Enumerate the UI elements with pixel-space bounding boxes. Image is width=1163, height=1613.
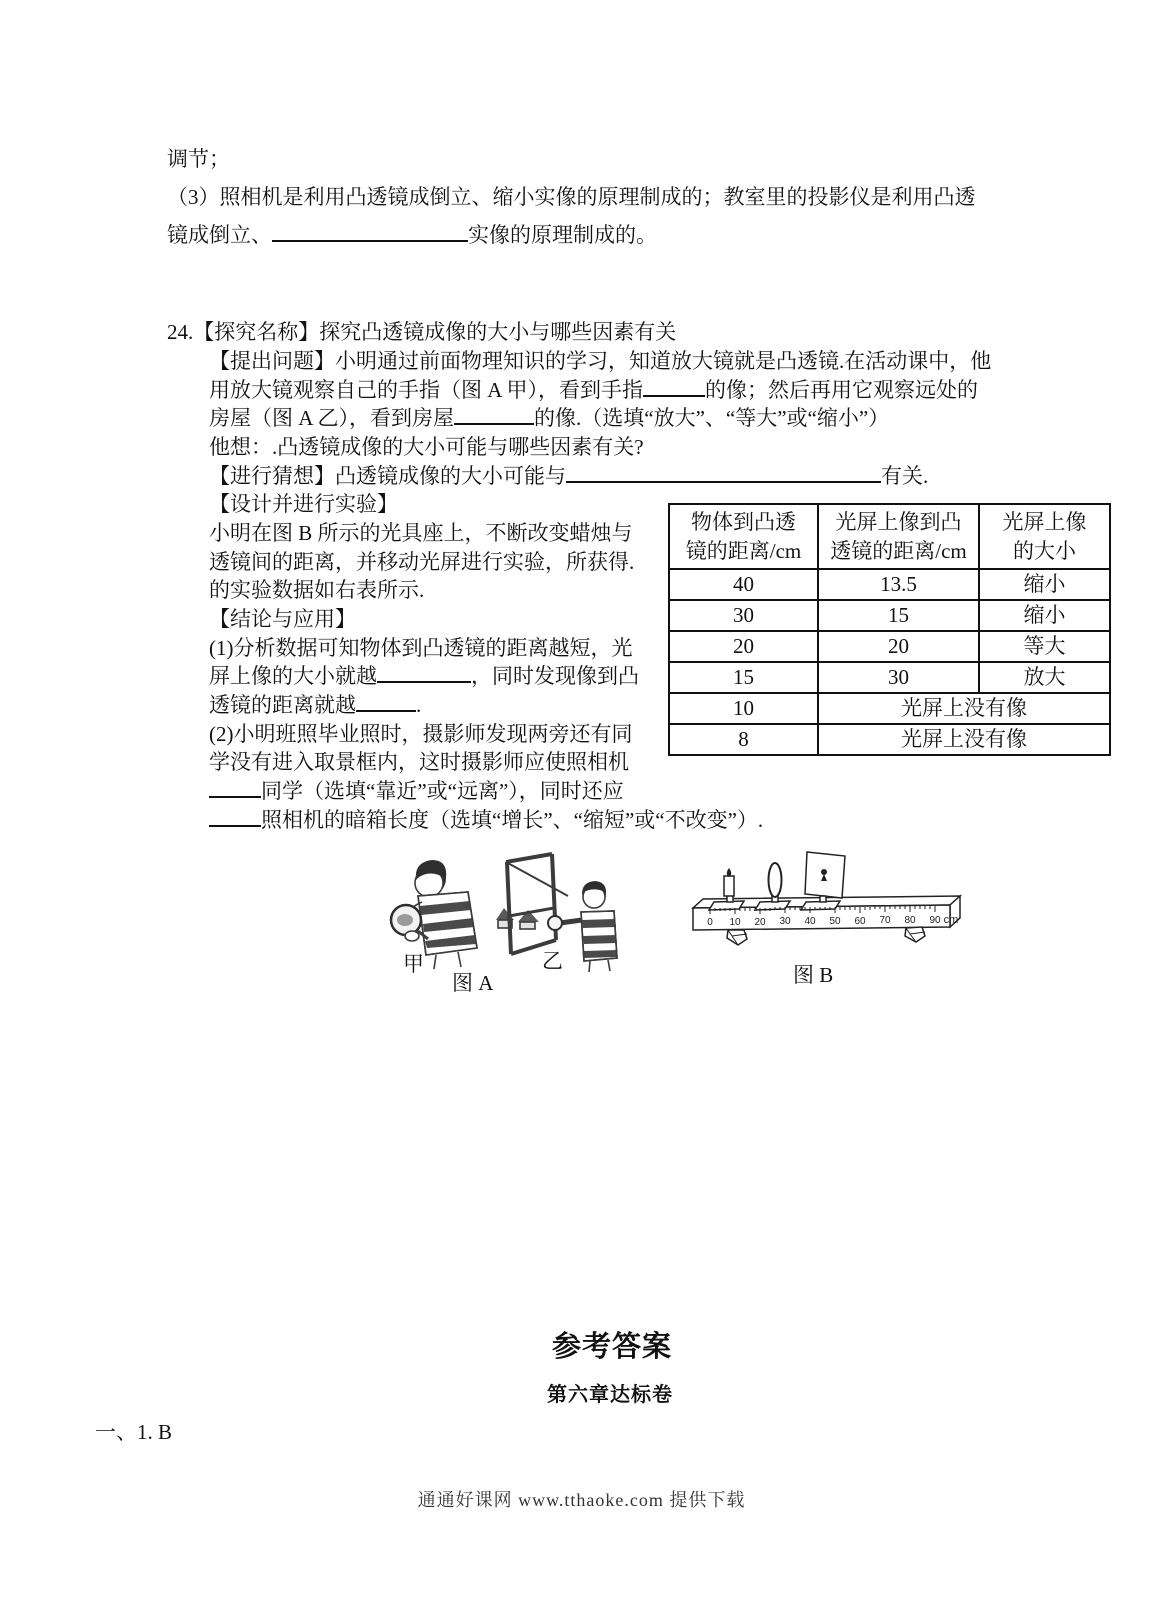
q24-title-line: [167, 319, 676, 346]
ruler-tick-40: 40: [804, 916, 816, 927]
cell-no-image-1: 光屏上没有像: [818, 693, 1110, 724]
header-object-distance-line1: 物体到凸透: [691, 509, 796, 534]
cell-no-image-2: 光屏上没有像: [818, 724, 1110, 755]
footer-text: 通通好课网 www.tthaoke.com 提供下载: [417, 1490, 746, 1510]
q24-line-1: 【提出问题】小明通过前面物理知识的学习，知道放大镜就是凸透镜.在活动课中，他: [209, 349, 992, 373]
q24-guess-post: 有关.: [881, 464, 929, 488]
cell-object-20: 20: [669, 631, 818, 662]
q24-line3-pre: 房屋（图 A 乙），看到房屋: [209, 406, 455, 430]
q24-line-8: 透镜间的距离，并移动光屏进行实验，所获得.: [209, 550, 635, 574]
figure-a-yi-label: 乙: [542, 949, 563, 973]
table-header-image-size: [979, 504, 1110, 569]
cell-size-suoxiao-2: 缩小: [979, 600, 1110, 631]
ruler-tick-30: 30: [779, 916, 791, 927]
fill-blank-move-camera: [209, 778, 261, 798]
q24-line-14: (2)小明班照毕业照时，摄影师发现两旁还有同: [209, 722, 633, 746]
figure-a-jia-label: 甲: [403, 952, 424, 976]
ruler-tick-0: 0: [707, 917, 713, 928]
ruler-tick-70: 70: [879, 915, 891, 926]
q24-line-16: [209, 778, 624, 805]
q24-line13-post: .: [416, 693, 422, 717]
fill-blank-finger: [643, 377, 705, 397]
intro-line-1: 调节；: [167, 147, 230, 171]
cell-image-30: 30: [818, 662, 979, 693]
ruler-tick-20: 20: [754, 917, 766, 928]
cell-size-suoxiao-1: 缩小: [979, 569, 1110, 600]
table-header-row: [669, 504, 1110, 569]
header-image-distance-line2: 透镜的距离/cm: [830, 538, 967, 563]
q24-line-13: [209, 692, 421, 719]
experiment-data-table: [668, 503, 1111, 756]
ruler-tick-50: 50: [829, 916, 841, 927]
q24-line-10: 【结论与应用】: [209, 607, 356, 631]
cell-size-fangda: 放大: [979, 662, 1110, 693]
q24-line3-post: 的像.（选填“放大”、“等大”或“缩小”）: [534, 406, 890, 430]
q24-line-2: [209, 377, 978, 404]
fill-blank-image-distance: [356, 692, 416, 712]
fill-blank-projector: [272, 222, 468, 242]
answer-item-1: 一、1. B: [95, 1420, 173, 1444]
q24-line12-post: ，同时发现像到凸: [471, 664, 639, 688]
q24-title: 【探究名称】探究凸透镜成像的大小与哪些因素有关: [193, 320, 677, 344]
intro-line-2: （3）照相机是利用凸透镜成倒立、缩小实像的原理制成的；教室里的投影仪是利用凸透: [167, 185, 976, 209]
q24-line-6: 【设计并进行实验】: [209, 492, 398, 516]
cell-image-15: 15: [818, 600, 979, 631]
q24-line-3: [209, 405, 889, 432]
q24-line-9: 的实验数据如右表所示.: [209, 578, 425, 602]
intro-line3-pre: 镜成倒立、: [167, 223, 272, 247]
ruler-tick-80: 80: [904, 915, 916, 926]
cell-object-8: 8: [669, 724, 818, 755]
q24-line-5: [209, 463, 928, 490]
cell-object-10: 10: [669, 693, 818, 724]
q24-line16-post: 同学（选填“靠近”或“远离”），同时还应: [261, 779, 624, 803]
q24-line-4: 他想：.凸透镜成像的大小可能与哪些因素有关?: [209, 435, 644, 459]
cell-object-30: 30: [669, 600, 818, 631]
table-row: [669, 631, 1110, 662]
q24-line-11: (1)分析数据可知物体到凸透镜的距离越短，光: [209, 636, 633, 660]
header-image-distance-line1: 光屏上像到凸: [835, 509, 962, 534]
figure-b-illustration: [648, 838, 968, 956]
answers-section-heading: 第六章达标卷: [547, 1384, 673, 1406]
figure-a-caption: 图 A: [452, 971, 494, 995]
header-image-size-line2: 的大小: [1013, 538, 1076, 563]
cell-image-20: 20: [818, 631, 979, 662]
q24-number: 24.: [167, 320, 194, 344]
q24-line13-pre: 透镜的距离就越: [209, 693, 356, 717]
table-header-object-distance: [669, 504, 818, 569]
intro-line3-post: 实像的原理制成的。: [468, 223, 657, 247]
table-row: [669, 662, 1110, 693]
q24-line-12: [209, 663, 639, 690]
table-row: [669, 569, 1110, 600]
cell-object-15: 15: [669, 662, 818, 693]
cell-object-40: 40: [669, 569, 818, 600]
q24-line17-post: 照相机的暗箱长度（选填“增长”、“缩短”或“不改变”）.: [261, 808, 764, 832]
header-object-distance-line2: 镜的距离/cm: [685, 538, 802, 563]
ruler-tick-90: 90: [929, 915, 941, 926]
table-row: [669, 600, 1110, 631]
table-row: [669, 693, 1110, 724]
cell-size-dengda: 等大: [979, 631, 1110, 662]
header-image-size-line1: 光屏上像: [1002, 509, 1087, 534]
answers-heading: 参考答案: [552, 1331, 673, 1363]
ruler-tick-10: 10: [729, 917, 741, 928]
q24-line2-pre: 用放大镜观察自己的手指（图 A 甲），看到手指: [209, 378, 644, 402]
intro-line-3: [167, 222, 657, 249]
q24-line12-pre: 屏上像的大小就越: [209, 664, 377, 688]
fill-blank-house: [454, 405, 534, 425]
table-row: [669, 724, 1110, 755]
figure-b-caption: 图 B: [793, 963, 834, 987]
q24-guess-pre: 【进行猜想】凸透镜成像的大小可能与: [209, 464, 566, 488]
table-header-image-distance: [818, 504, 979, 569]
fill-blank-guess: [566, 463, 881, 483]
ruler-unit-label: cm: [943, 914, 959, 926]
q24-line-7: 小明在图 B 所示的光具座上，不断改变蜡烛与: [209, 521, 633, 545]
ruler-tick-60: 60: [854, 916, 866, 927]
q24-line-17: [209, 807, 763, 834]
fill-blank-bellows: [209, 807, 261, 827]
fill-blank-image-size: [377, 663, 471, 683]
q24-line2-post: 的像；然后再用它观察远处的: [705, 378, 979, 402]
q24-line-15: 学没有进入取景框内，这时摄影师应使照相机: [209, 750, 629, 774]
cell-image-13-5: 13.5: [818, 569, 979, 600]
